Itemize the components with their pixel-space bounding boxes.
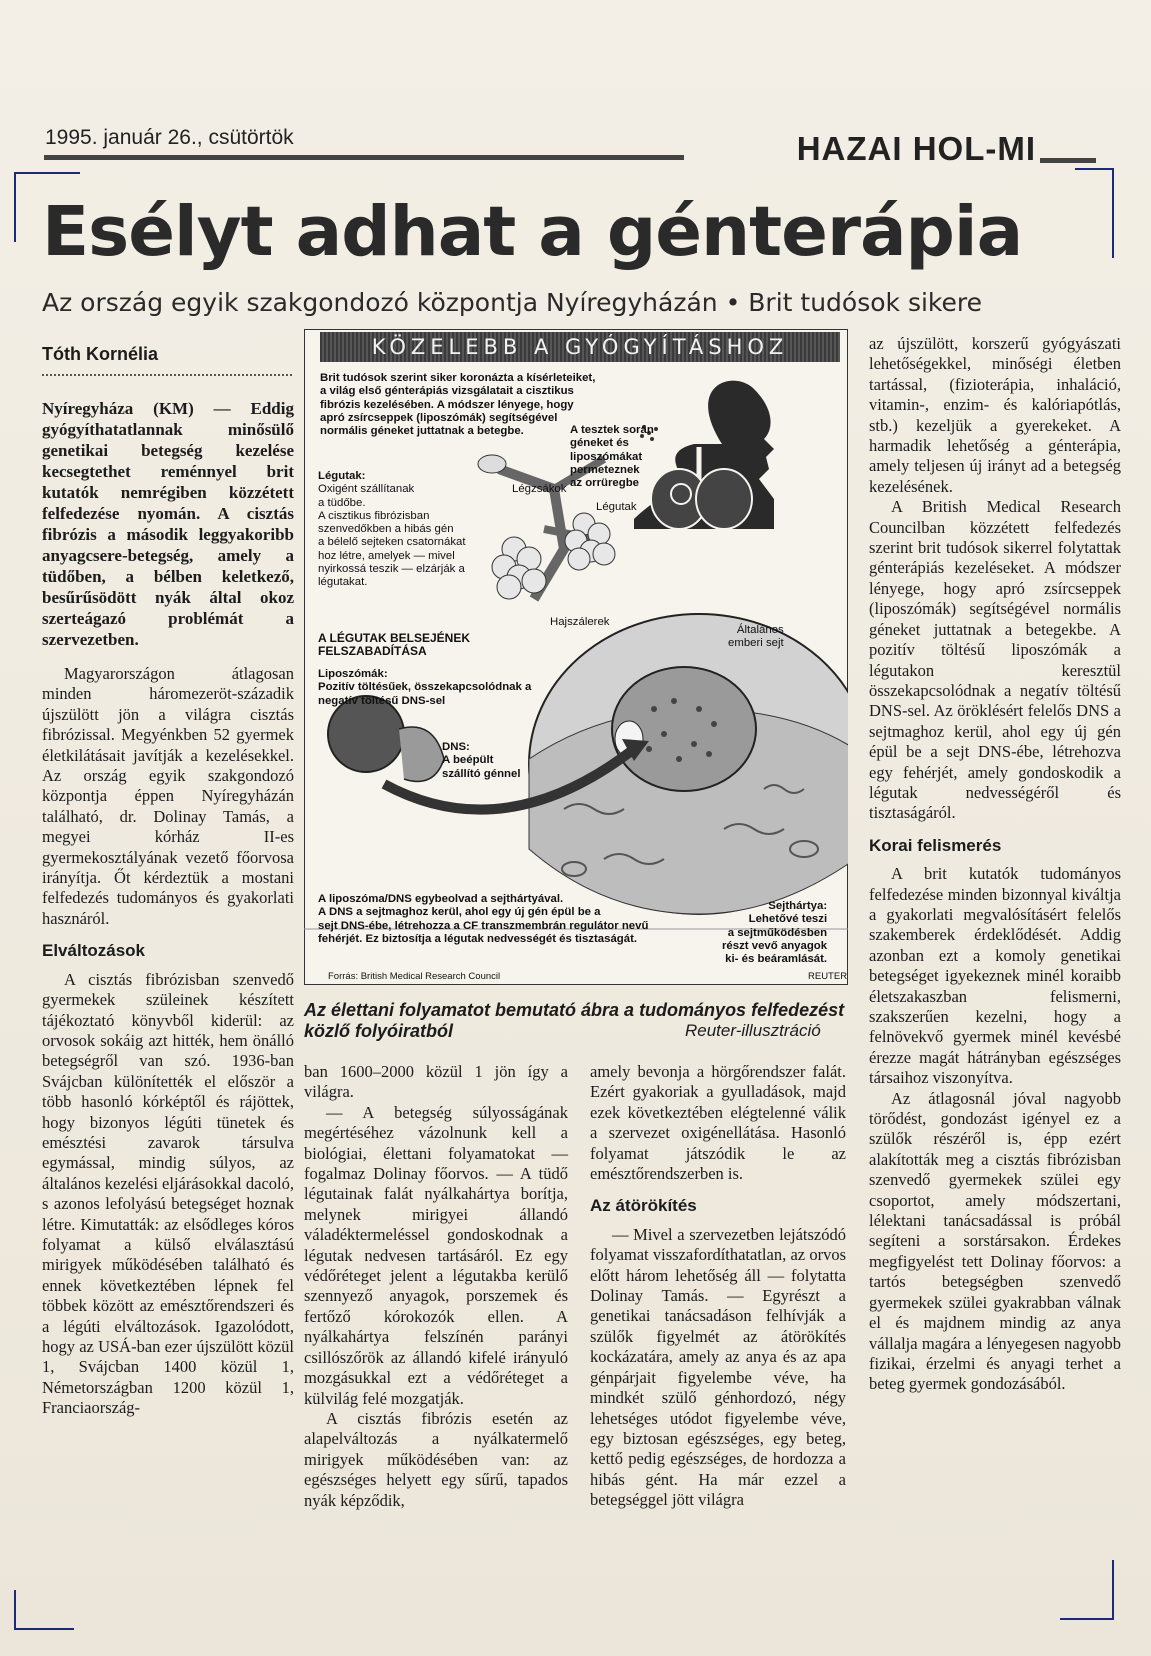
article-column-2 [304, 1062, 568, 1511]
tests-label: A tesztek során géneket és liposzómákat permeteznek az orrüregbe [570, 424, 654, 490]
body-paragraph: A cisztás fibrózisban szenvedő gyermekek szüleinek készített tájékoztató könyvből kiderül: az orvosok sokáig azt hitték, hem önálló betegségről van szó. 1936-ban Svájcban különítették el először a több hasonló kórképtől és rájöttek, hogy bizonyos légúti tünetek és emésztési zavarok társulva egymással, mindig súlyos, az általános kezelési eljárásokkal dacoló, s azonos lefolyású betegséget hoznak létre. Kimutatták: az elsődleges kóros folyamat a külső elválasztású mirigyek működésében található és ennek következtében lépnek fel többek között az emésztőrendszeri és a légúti elváltozások. Igazolódott, hogy az USÁ-ban ezer újszülött közül 1, Svájcban 1400 közül 1, Németországban 1200 közül 1, Franciaország- [42, 969, 294, 1418]
header-rule [44, 155, 684, 160]
airways-label: Légutak [596, 501, 637, 513]
body-paragraph: ban 1600–2000 közül 1 jön így a világra. [304, 1062, 568, 1102]
section-title: HAZAI HOL-MI [796, 130, 1036, 167]
byline-divider [42, 374, 292, 376]
body-paragraph: — Mivel a szervezetben lejátszódó folyamat visszafordíthatatlan, az orvos előtt három lehetőség áll — folytatta Dolinay Tamás. — Egyrészt a genetikai tanácsadáson felhívják a szülők figyelmét az átörökítés kockázatára, amely az anya és az apa génpárjait figyelembe véve, ha mindkét szülő génhordozó, négy lehetséges utódot figyelembe véve, egy biztosan egészséges, egy beteg, kettő pedig egészséges, de hordozza a hibás gént. Ha már ezzel a betegséggel jött világra [590, 1224, 846, 1510]
body-paragraph: — A betegség súlyosságának megértéséhez vázolnunk kell a biológiai, élettani folyamatokat — fogalmaz Dolinay főorvos. — A tüdő légutainak falát nyálkahártya borítja, melynek mirigyei állandó váladéktermeléssel gondoskodnak a légutak nedvesen tartásáról. Ez egy védőréteget jelent a légutakba kerülő szennyező anyagok, porszemek és fertőző kórokozók ellen. A nyálkahártya felszínén parányi csillószőrök az állandó kifelé irányuló mozgásukkal ezt a védőréteget a külvilág felé mozgatják. [304, 1102, 568, 1408]
body-paragraph: A cisztás fibrózis esetén az alapelváltozás a nyálkatermelő mirigyek működésében van: az egészséges helyett egy sűrű, tapados nyák képződik, [304, 1408, 568, 1510]
subhead-atorokites: Az átörökítés [590, 1196, 697, 1216]
graphic-caption: Az élettani folyamatot bemutató ábra a tudományos felfedezést közlő folyóiratból [304, 1000, 845, 1041]
article-column-1 [42, 398, 294, 1419]
crop-mark [1060, 1618, 1114, 1620]
header-rule [1040, 158, 1096, 163]
lung-right [696, 469, 752, 529]
crop-mark [1112, 1560, 1114, 1620]
dna-carrier [399, 727, 444, 782]
graphic-source: Forrás: British Medical Research Council [328, 971, 501, 982]
graphic-credit: Reuter-illusztráció [685, 1021, 821, 1040]
capillaries-label: Hajszálerek [550, 616, 610, 628]
body-paragraph: Magyarországon átlagosan minden háromezeröt-századik újszülött jön a világra cisztás fibrózissal. Megyénkben 52 gyermek életkilátásait javítják a kezelésekkel. Az ország egyik szakgondozó központja éppen Nyíregyházán található, dr. Dolinay Tamás, a megyei kórház II-es gyermekosztályának vezető főorvosa irányítja. Őt kérdeztük a mostani felfedezés tudományos és gyakorlati hasznáról. [42, 664, 294, 928]
alveoli-cluster-1 [492, 537, 546, 599]
lead-paragraph: Nyíregyháza (KM) — Eddig gyógyíthatatlannak minősülő genetikai betegség kezelése kecsegtethet reménnyel brit kutatók nemrégiben közzétett felfedezése nyomán. A cisztás fibrózis a második leggyakoribb anyagcsere-betegség, amely a tüdőben, a bélben keletkező, besűrűsödött nyák által okoz szerteágazó problémát a szervezetben. [42, 399, 294, 649]
subheadline: Az ország egyik szakgondozó központja Nyíregyházán • Brit tudósok sikere [42, 288, 982, 317]
infographic-title: KÖZELEBB A GYÓGYÍTÁSHOZ [320, 332, 840, 362]
author-byline: Tóth Kornélia [42, 344, 158, 364]
graphic-agency: REUTER [808, 971, 848, 982]
airways-note: Légutak: Oxigént szállítanak a tüdőbe. A cisztikus fibrózisban szenvedőkben a hibás gén a bélelő sejteken csatornákat hoz létre, amelyek — mivel nyirkossá teszik — elzárják a légutakat. [318, 470, 466, 589]
subhead-korai-felismeres: Korai felismerés [869, 835, 1002, 855]
dns-note: DNS: A beépült szállító génnel [442, 741, 521, 780]
subhead-elvaltozasok: Elváltozások [42, 941, 145, 961]
crop-mark [14, 1628, 74, 1630]
body-paragraph: Az átlagosnál jóval nagyobb törődést, gondozást igényel ez a szülők részéről is, épp ezért alakították meg a cisztás fibrózisban szenvedő gyermekek szülei egy csoportot, amely módszertani, lélektani tanácsadással is próbál segíteni a sorstársakon. Érdekes megfigyelést tett Dolinay főorvos: a tartós betegségben szenvedő gyermekek szülei gyakrabban válnak el és majdnem mindig az anya vállalja magára a lényegesen nagyobb fizikai, érzelmi és anyagi terhet a beteg gyermek gondozásából. [869, 1088, 1121, 1394]
crop-mark [1075, 168, 1113, 170]
headline: Esélyt adhat a génterápia [42, 192, 1023, 272]
body-paragraph: A British Medical Research Councilban közzétett felfedezés szerint brit tudósok sikerrel folytattak génterápiás kezeléseket. A módszer lényege, hogy apró zsírcseppek (liposzómák) segítségével normális géneket juttatnak a betegekbe. A pozitív töltésű liposzómák a légutakon keresztül összekapcsolódnak a negatív töltésű DNS-sel. Az öröklésért felelős DNS a sejtmaghoz kerül, ahol egy új gén épül be a sejt DNS-ébe, létrehozva egy fehérjét, amely gondoskodik a légutak nedvességéről és tisztaságáról. [869, 497, 1121, 823]
process-note: A liposzóma/DNS egybeolvad a sejthártyával. A DNS a sejtmaghoz kerül, ahol egy új gén épül be a sejt DNS-ébe, létrehozza a CF transzmembrán regulátor nevű fehérjét. Ez biztosítja a légutak nedvességét és tisztaságát. [318, 893, 649, 945]
article-column-4 [869, 334, 1121, 1395]
crop-mark [14, 172, 16, 242]
alveoli-cluster-2 [565, 513, 615, 570]
membrane-note: Sejthártya: Lehetővé teszi a sejtműködésben részt vevő anyagok ki- és beáramlását. [722, 900, 828, 966]
crop-mark [14, 1590, 16, 1630]
body-paragraph: A brit kutatók tudományos felfedezése minden bizonnyal kiváltja a gyakorlati megvalósításért felelős szakemberek érdeklődését. Addig azonban ezt a komoly genetikai betegséget igyekeznek minél koraibb életszakaszban felismerni, szakszerűen kezelni, hogy a felnövekvő gyermek minél kevésbé érezze magát hátrányban egészséges társaihoz viszonyítva. [869, 864, 1121, 1088]
infographic-intro: Brit tudósok szerint siker koronázta a kísérleteiket, a világ első génterápiás vizsgálatait a cisztikus fibrózis kezelésében. A módszer lényege, hogy apró zsírcseppek (liposzómák) segítségével normális géneket juttatnak a betegbe. [320, 372, 596, 438]
crop-mark [14, 172, 80, 174]
issue-date: 1995. január 26., csütörtök [45, 126, 294, 149]
article-column-3 [590, 1062, 846, 1511]
release-title: A LÉGUTAK BELSEJÉNEK FELSZABADÍTÁSA [318, 631, 471, 659]
liposome-note: Liposzómák: Pozitív töltésűek, összekapcsolódnak a negatív töltésű DNS-sel [318, 668, 532, 707]
body-paragraph: az újszülött, korszerű gyógyászati lehetőségekkel, minőségi életben tartással, (fizioterápia, inhaláció, vitamin-, enzim- és kalóriapótlás, stb.) kezeljük a gyerekeket. A harmadik lehetőség a génterápia, amely teljesen új irányt ad a betegség kezelésének. [869, 334, 1121, 496]
body-paragraph: amely bevonja a hörgőrendszer falát. Ezért gyakoriak a gyulladások, majd ezek következtében elégtelenné válik a szervezet oxigénellátása. Hasonló folyamat játszódik le az emésztőrendszerben is. [590, 1062, 846, 1184]
cell-label: Általános emberi sejt [728, 624, 784, 650]
alveoli-label: Légzsákok [512, 483, 567, 495]
